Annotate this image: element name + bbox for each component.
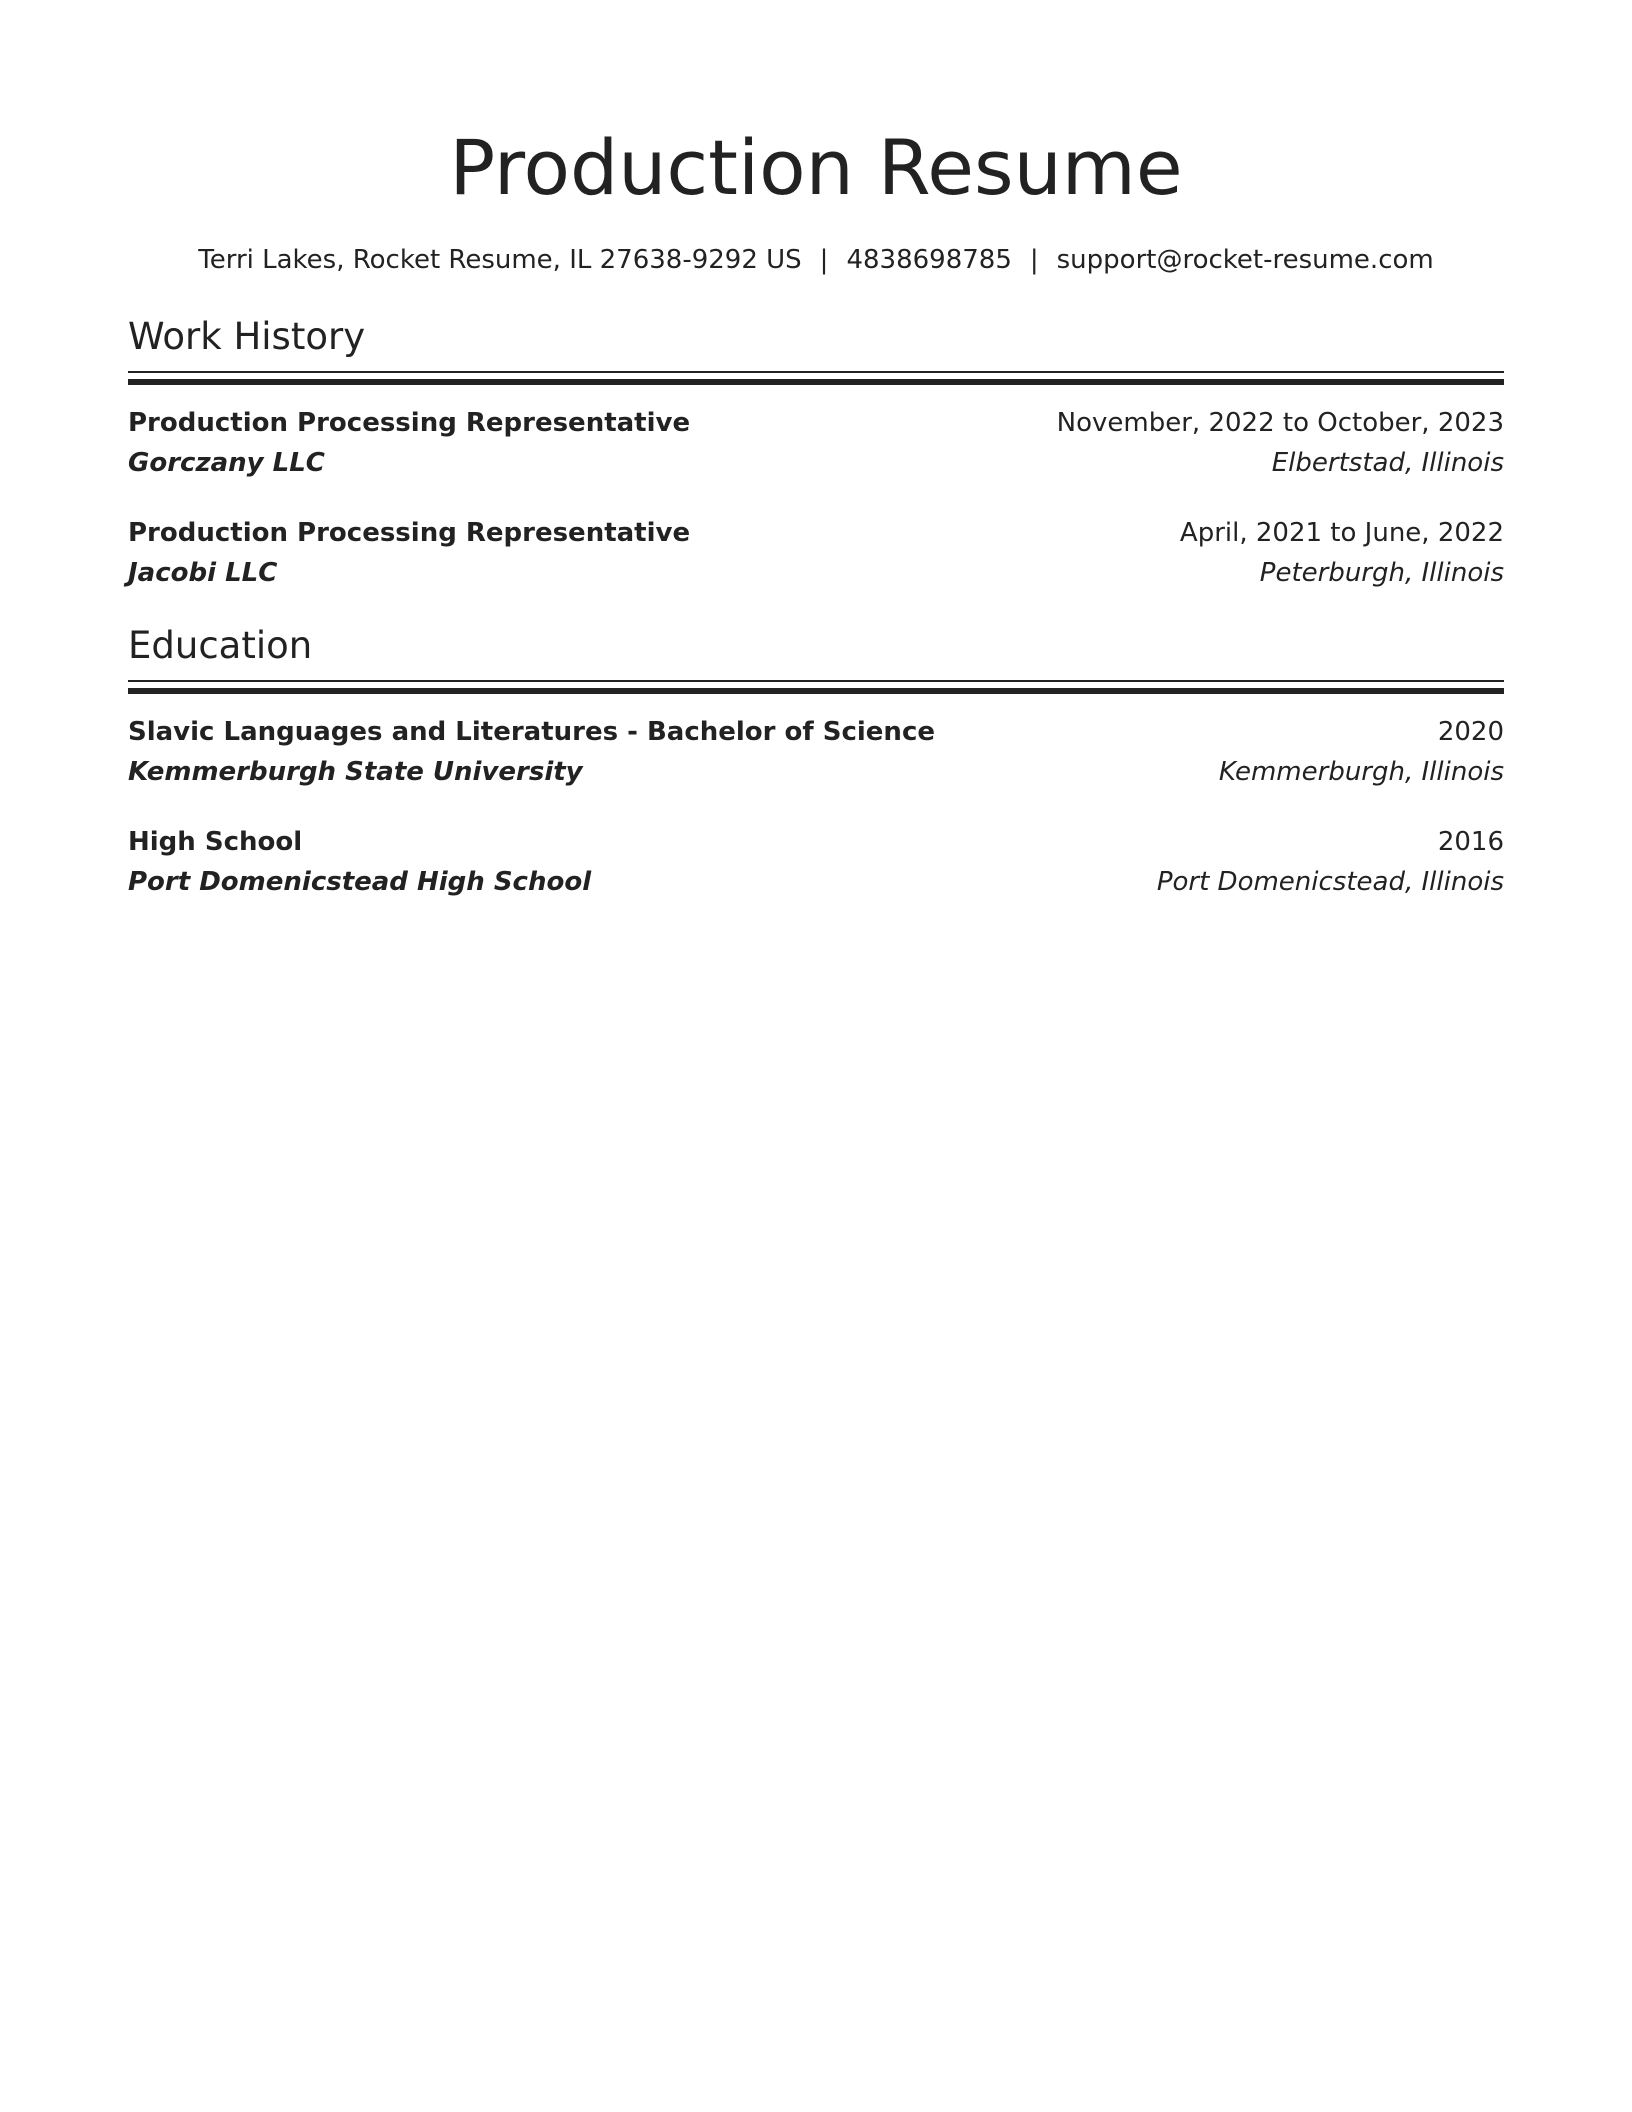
education-entry [128, 822, 1504, 902]
contact-phone: 4838698785 [846, 245, 1012, 275]
contact-address: Terri Lakes, Rocket Resume, IL 27638-9292 US [198, 245, 802, 275]
graduation-year: 2020 [1437, 717, 1504, 747]
company-name: Gorczany LLC [128, 448, 325, 478]
contact-line [128, 242, 1504, 278]
education-entry [128, 712, 1504, 792]
job-location: Peterburgh, Illinois [1259, 558, 1504, 588]
section-divider [128, 379, 1504, 385]
section-heading-work-history: Work History [128, 315, 366, 358]
job-dates: November, 2022 to October, 2023 [1056, 408, 1504, 438]
job-location: Elbertstad, Illinois [1271, 448, 1504, 478]
school-name: Port Domenicstead High School [128, 867, 592, 897]
section-heading-education: Education [128, 624, 313, 667]
job-title: Production Processing Representative [128, 408, 691, 438]
work-entry [128, 403, 1504, 483]
section-divider [128, 680, 1504, 682]
degree-title: Slavic Languages and Literatures - Bachelor of Science [128, 717, 935, 747]
contact-separator: | [1029, 245, 1039, 275]
job-title: Production Processing Representative [128, 518, 691, 548]
school-location: Kemmerburgh, Illinois [1218, 757, 1504, 787]
graduation-year: 2016 [1437, 827, 1504, 857]
resume-page [128, 0, 1504, 902]
section-divider [128, 688, 1504, 694]
job-dates: April, 2021 to June, 2022 [1179, 518, 1504, 548]
degree-title: High School [128, 827, 303, 857]
work-entry [128, 513, 1504, 593]
school-location: Port Domenicstead, Illinois [1156, 867, 1504, 897]
company-name: Jacobi LLC [128, 558, 278, 588]
section-divider [128, 371, 1504, 373]
school-name: Kemmerburgh State University [128, 757, 583, 787]
contact-email: support@rocket-resume.com [1056, 245, 1434, 275]
work-history-section [128, 312, 1504, 593]
resume-title: Production Resume [449, 123, 1183, 212]
education-section [128, 621, 1504, 902]
contact-separator: | [819, 245, 829, 275]
